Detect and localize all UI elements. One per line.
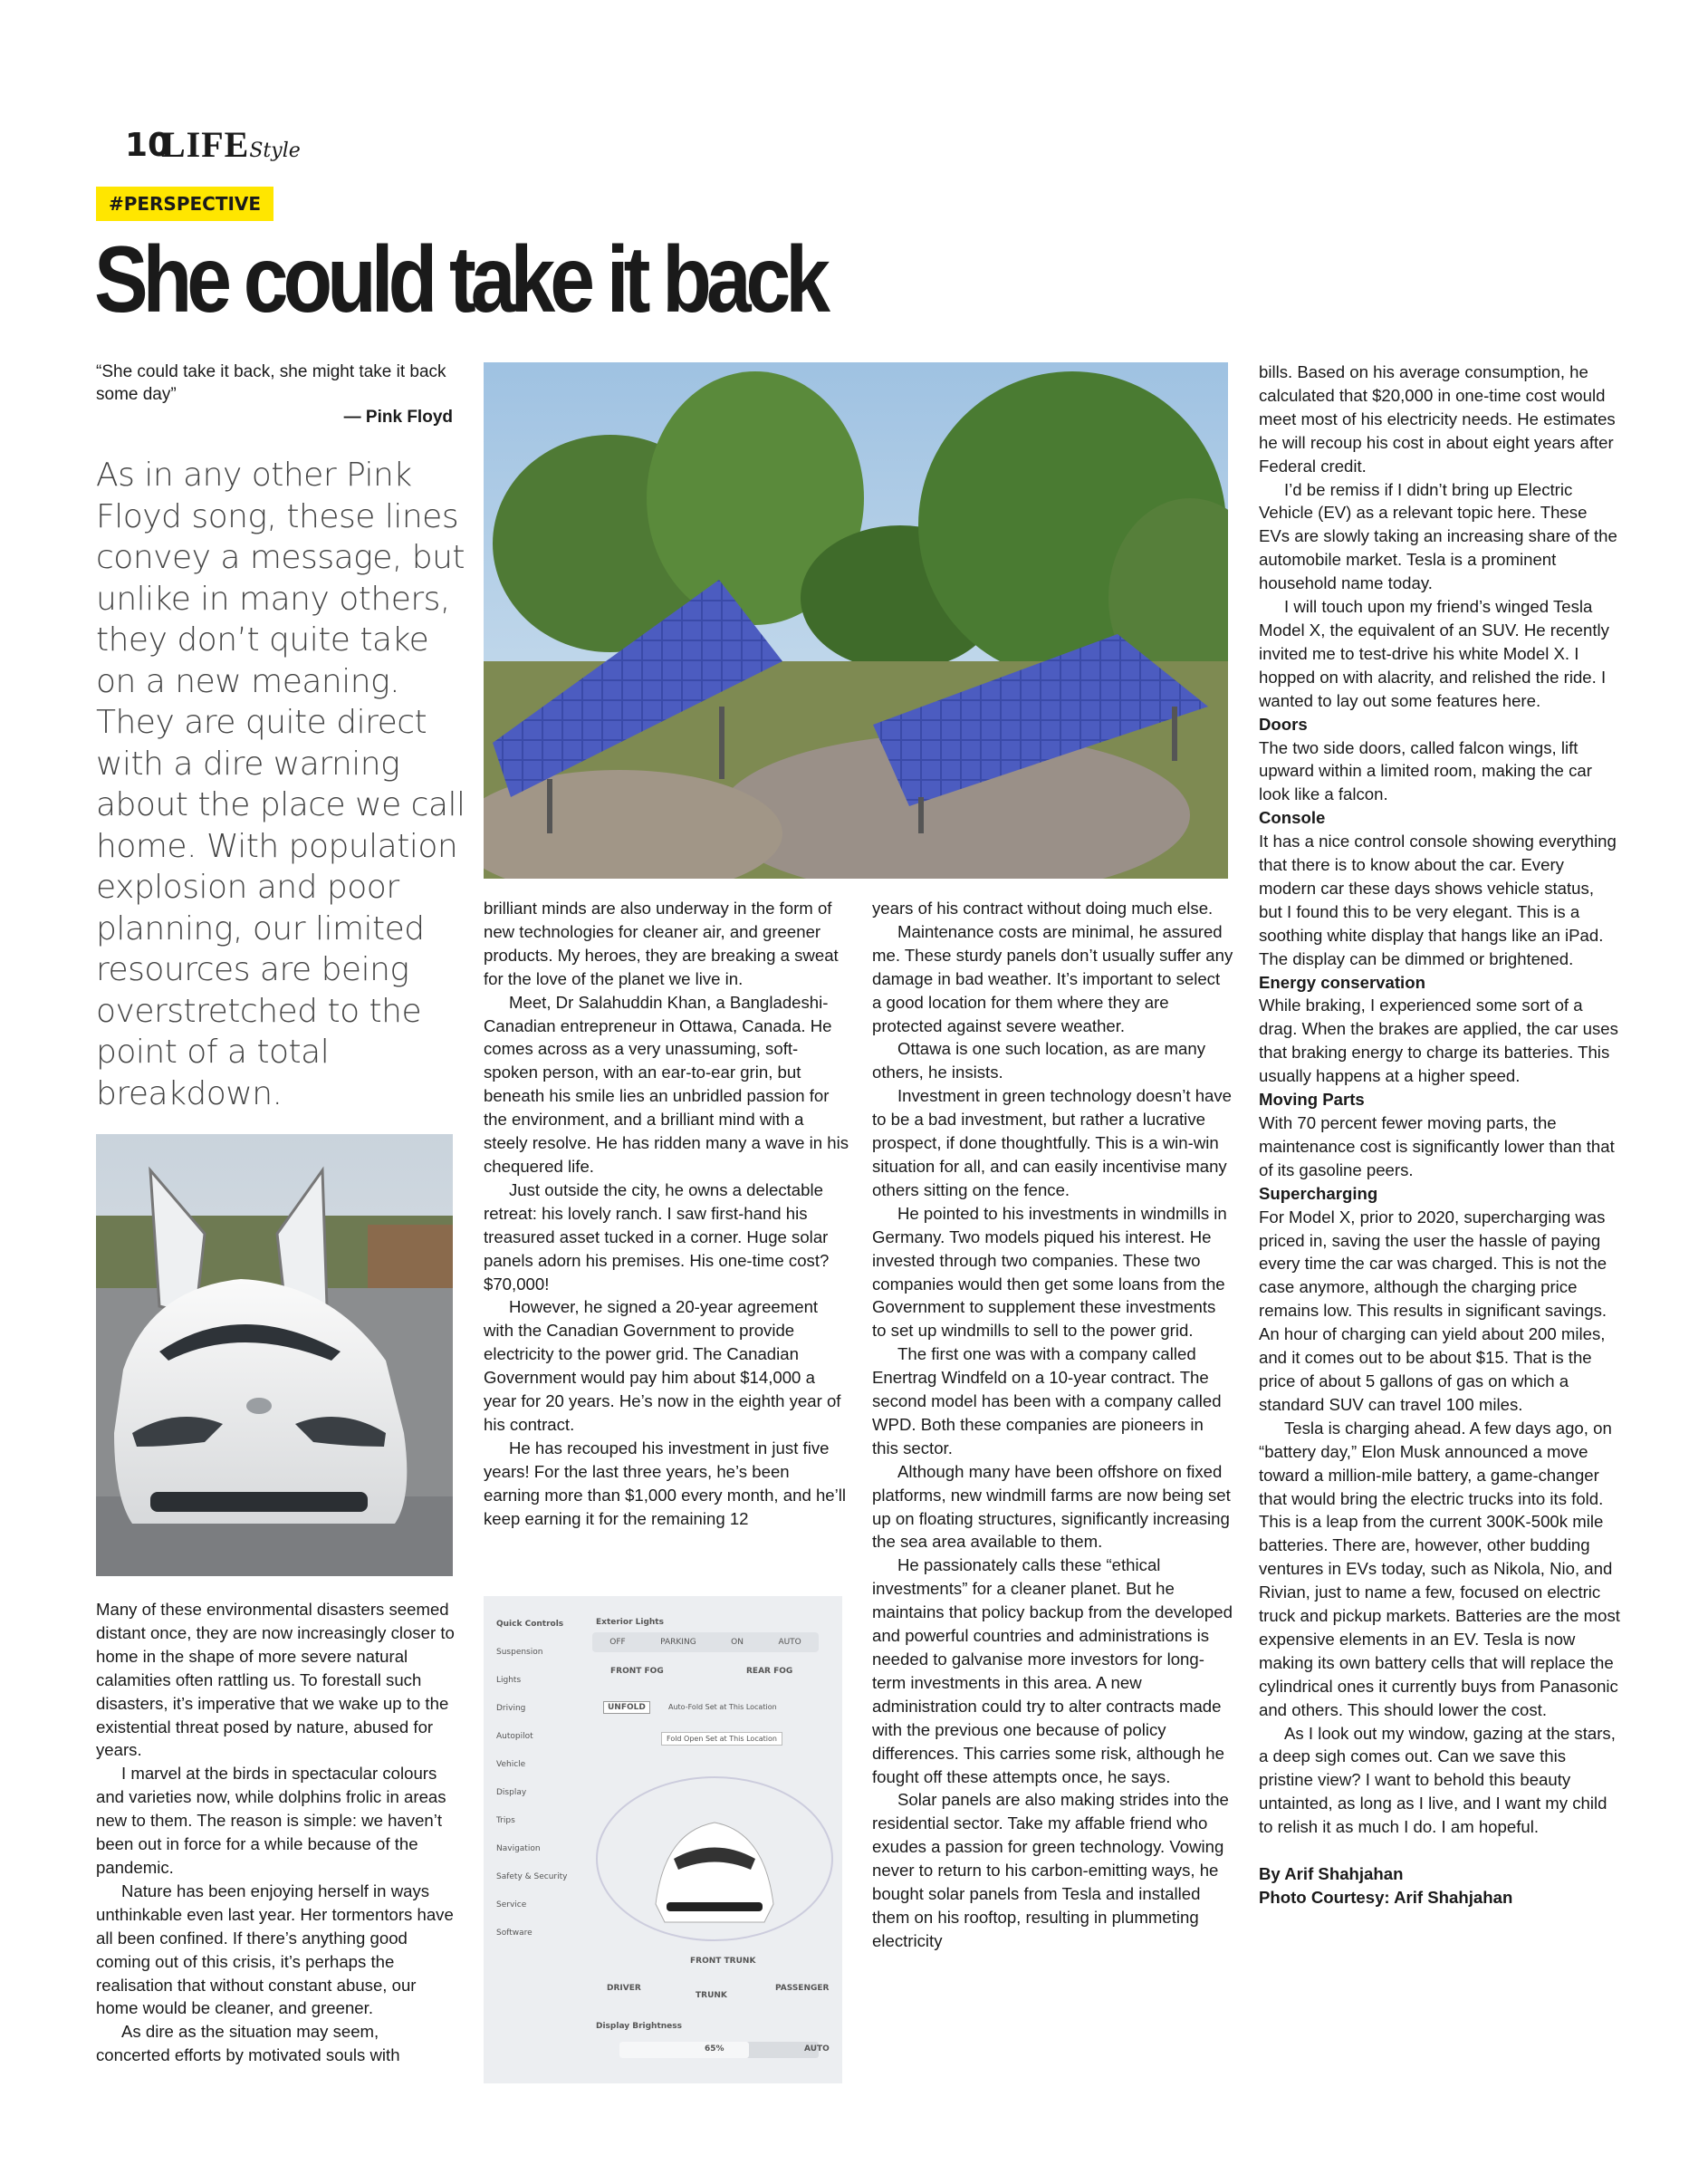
solar-panels-photo bbox=[484, 362, 1228, 879]
headline: She could take it back bbox=[94, 227, 825, 332]
paragraph: He pointed to his investments in windmills in Germany. Two models piqued his interest. He invested through two companies. These two companies would then get some loans from the Government to supplement these investments to set up windmills to sell to the power grid. bbox=[872, 1203, 1227, 1341]
rear-fog-label: REAR FOG bbox=[746, 1667, 793, 1676]
article-column-3 bbox=[872, 897, 1233, 1953]
paragraph: The first one was with a company called Enertrag Windfeld on a 10-year contract. The second model has been with a company called WPD. Both these companies are pioneers in this sector. bbox=[872, 1344, 1222, 1457]
paragraph: As dire as the situation may seem, concerted efforts by motivated souls with bbox=[96, 2022, 400, 2065]
byline: By Arif Shahjahan bbox=[1259, 1864, 1404, 1884]
paragraph: I will touch upon my friend’s winged Tesla Model X, the equivalent of an SUV. He recently invited me to test-drive his white Model X. I hopped on with alacrity, and relished the ride. I wanted to lay out some features here. bbox=[1259, 597, 1609, 710]
paragraph: With 70 percent fewer moving parts, the maintenance cost is significantly lower than that of its gasoline peers. bbox=[1259, 1113, 1615, 1179]
paragraph: brilliant minds are also underway in the form of new technologies for cleaner air, and greener products. My heroes, they are breaking a sweat for the love of the planet we live in. bbox=[484, 899, 839, 988]
paragraph: The two side doors, called falcon wings, lift upward within a limited room, making the car look like a falcon. bbox=[1259, 737, 1592, 804]
paragraph: Many of these environmental disasters seemed distant once, they are now increasingly closer to home in the shape of more severe natural calamities often rattling us. To forestall such disasters, it’s imperative that we wake up to the existential threat posed by nature, abused for years. bbox=[96, 1600, 455, 1760]
subheading-moving-parts: Moving Parts bbox=[1259, 1090, 1365, 1110]
paragraph: Investment in green technology doesn’t have to be a bad investment, but rather a lucrative prospect, if done thoughtfully. This is a win-win situation for all, and can easily incentivise many others sitting on the fence. bbox=[872, 1086, 1233, 1199]
paragraph: Maintenance costs are minimal, he assured me. These sturdy panels don’t usually suffer any damage in bad weather. It’s important to select a good location for them where they are protected against severe weather. bbox=[872, 921, 1233, 1035]
paragraph: While braking, I experienced some sort of a drag. When the brakes are applied, the car uses that braking energy to charge its batteries. This usually happens at a higher speed. bbox=[1259, 996, 1618, 1086]
console-menu-item: Safety & Security bbox=[496, 1872, 568, 1881]
article-column-1 bbox=[96, 1598, 455, 2067]
pull-quote: As in any other Pink Floyd song, these lines convey a message, but unlike in many others, they don’t quite take on a new meaning. They are quite direct with a dire warning about the place we call home. With population explosion and poor planning, our limited resources are being overstretched to the point of a total breakdown. bbox=[96, 457, 465, 1112]
paragraph: For Model X, prior to 2020, supercharging was priced in, saving the user the hassle of paying every time the car was charged. This is not the case anymore, although the charging price remains low. This results in significant savings. An hour of charging can yield about 200 miles, and it comes out to be about $15. That is the price of about 5 gallons of gas on which a standard SUV can travel 100 miles. bbox=[1259, 1207, 1607, 1414]
paragraph: It has a nice control console showing everything that there is to know about the car. Every modern car these days shows vehicle status, but I found this to be very elegant. This is a soothing white display that hangs like an iPad. The display can be dimmed or brightened. bbox=[1259, 832, 1617, 968]
subheading-doors: Doors bbox=[1259, 714, 1308, 734]
paragraph: years of his contract without doing much else. bbox=[872, 899, 1214, 918]
epigraph-author: — Pink Floyd bbox=[343, 408, 453, 427]
driver-label: DRIVER bbox=[607, 1984, 641, 1993]
article-column-2 bbox=[484, 897, 849, 1530]
console-menu-item: Driving bbox=[496, 1704, 526, 1713]
paragraph: However, he signed a 20-year agreement with the Canadian Government to provide electricity to the power grid. The Canadian Government would pay him about $14,000 a year for 20 years. He’s now in the eighth year of his contract. bbox=[484, 1297, 841, 1434]
console-menu-item: Autopilot bbox=[496, 1732, 533, 1741]
paragraph: Nature has been enjoying herself in ways unthinkable even last year. Her tormentors have all been confined. If there’s anything good coming out of this crisis, it’s perhaps the realisation that without constant abuse, our home would be cleaner, and greener. bbox=[96, 1881, 454, 2018]
paragraph: bills. Based on his average consumption, he calculated that $20,000 in one-time cost would meet most of his electricity needs. He estimates he will recoup his cost in about eight years after Federal credit. bbox=[1259, 362, 1616, 476]
light-mode-off: OFF bbox=[609, 1638, 626, 1647]
article-column-4 bbox=[1259, 361, 1621, 1909]
console-menu-item: Vehicle bbox=[496, 1760, 526, 1769]
subheading-energy-conservation: Energy conservation bbox=[1259, 972, 1425, 992]
console-menu-item: Display bbox=[496, 1788, 527, 1797]
photo-credit: Photo Courtesy: Arif Shahjahan bbox=[1259, 1888, 1513, 1907]
fold-open-note: Fold Open Set at This Location bbox=[661, 1732, 782, 1746]
paragraph: Solar panels are also making strides into the residential sector. Take my affable friend who exudes a passion for green technology. Vowing never to return to his carbon-emitting ways, he bought solar panels from Tesla and installed them on his rooftop, resulting in plummeting electricity bbox=[872, 1790, 1229, 1950]
light-mode-selector bbox=[592, 1632, 819, 1652]
paragraph: I’d be remiss if I didn’t bring up Electric Vehicle (EV) as a relevant topic here. These EVs are slowly taking an increasing share of the automobile market. Tesla is a prominent household name today. bbox=[1259, 479, 1617, 593]
paragraph: Tesla is charging ahead. A few days ago, on “battery day,” Elon Musk announced a move toward a million-mile battery, a game-changer that would bring the electric trucks into its fold. This is a leap from the current 300K-500k mile batteries. There are, however, other budding ventures in EVs today, such as Nikola, Nio, and Rivian, just to name a few, focused on electric truck and pickup markets. Batteries are the most expensive elements in an EV. Tesla is now making its own battery cells that will replace the cylindrical ones it currently buys from Panasonic and others. This should lower the cost. bbox=[1259, 1418, 1620, 1719]
paragraph: Just outside the city, he owns a delectable retreat: his lovely ranch. I saw first-hand his treasured asset tucked in a corner. Huge solar panels adorn his premises. His one-time cost? $70,000! bbox=[484, 1179, 830, 1294]
paragraph: Although many have been offshore on fixed platforms, new windmill farms are now being set up on floating structures, significantly increasing the sea area available to them. bbox=[872, 1461, 1231, 1552]
section-tag: #PERSPECTIVE bbox=[96, 187, 273, 221]
paragraph: He passionately calls these “ethical investments” for a cleaner planet. But he maintains that policy backup from the developed and powerful countries and administrations is needed to galvanise more investors for long-term investments in this area. A new administration could try to alter contracts made with the previous one because of policy differences. This carries some risk, although he fought off these attempts once, he says. bbox=[872, 1555, 1233, 1786]
publication-logo: LIFEStyle bbox=[161, 124, 301, 165]
exterior-lights-label: Exterior Lights bbox=[596, 1618, 664, 1627]
console-menu-item: Navigation bbox=[496, 1844, 541, 1853]
brightness-auto-label: AUTO bbox=[804, 2044, 830, 2054]
subheading-supercharging: Supercharging bbox=[1259, 1183, 1378, 1203]
car-top-view-icon bbox=[583, 1750, 842, 1958]
paragraph: Ottawa is one such location, as are many others, he insists. bbox=[872, 1039, 1206, 1082]
console-menu-item: Trips bbox=[496, 1816, 515, 1825]
light-mode-auto: AUTO bbox=[778, 1638, 801, 1647]
front-fog-label: FRONT FOG bbox=[610, 1667, 664, 1676]
unfold-button: UNFOLD bbox=[603, 1701, 650, 1714]
brightness-fill bbox=[619, 2042, 749, 2058]
paragraph: Meet, Dr Salahuddin Khan, a Bangladeshi-Canadian entrepreneur in Ottawa, Canada. He comes across as a very unassuming, soft-spoken person, with an ear-to-ear grin, but beneath his smile lies an unbridled passion for the environment, and a brilliant mind with a steely resolve. He has ridden many a wave in his chequered life. bbox=[484, 992, 849, 1176]
paragraph: As I look out my window, gazing at the stars, a deep sigh comes out. Can we save this pristine view? I want to behold this beauty untainted, as long as I live, and I want my child to relish it as much I do. I am hopeful. bbox=[1259, 1723, 1616, 1837]
passenger-label: PASSENGER bbox=[775, 1984, 830, 1993]
light-mode-on: ON bbox=[731, 1638, 744, 1647]
console-menu-item: Suspension bbox=[496, 1648, 543, 1657]
paragraph: I marvel at the birds in spectacular colours and varieties now, while dolphins frolic in areas new to them. The reason is simple: we haven’t been out in force for a while because of the pandemic. bbox=[96, 1764, 446, 1877]
front-trunk-label: FRONT TRUNK bbox=[690, 1957, 756, 1966]
console-menu-item: Software bbox=[496, 1929, 533, 1938]
display-brightness-label: Display Brightness bbox=[596, 2022, 682, 2031]
page-number: 10 bbox=[125, 127, 171, 164]
paragraph: He has recouped his investment in just five years! For the last three years, he’s been earning more than $1,000 every month, and he’ll keep earning it for the remaining 12 bbox=[484, 1438, 847, 1528]
tesla-console-screen-photo bbox=[484, 1596, 842, 2083]
console-menu-item: Service bbox=[496, 1900, 527, 1909]
console-menu-item: Quick Controls bbox=[496, 1620, 564, 1629]
tesla-car-photo bbox=[96, 1134, 453, 1576]
epigraph-quote: “She could take it back, she might take it back some day” bbox=[96, 362, 446, 404]
subheading-console: Console bbox=[1259, 808, 1326, 828]
light-mode-parking: PARKING bbox=[660, 1638, 696, 1647]
autofold-note: Auto-Fold Set at This Location bbox=[668, 1703, 777, 1711]
trunk-label: TRUNK bbox=[696, 1991, 727, 2000]
console-menu-item: Lights bbox=[496, 1676, 522, 1685]
brightness-value: 65% bbox=[705, 2044, 724, 2054]
